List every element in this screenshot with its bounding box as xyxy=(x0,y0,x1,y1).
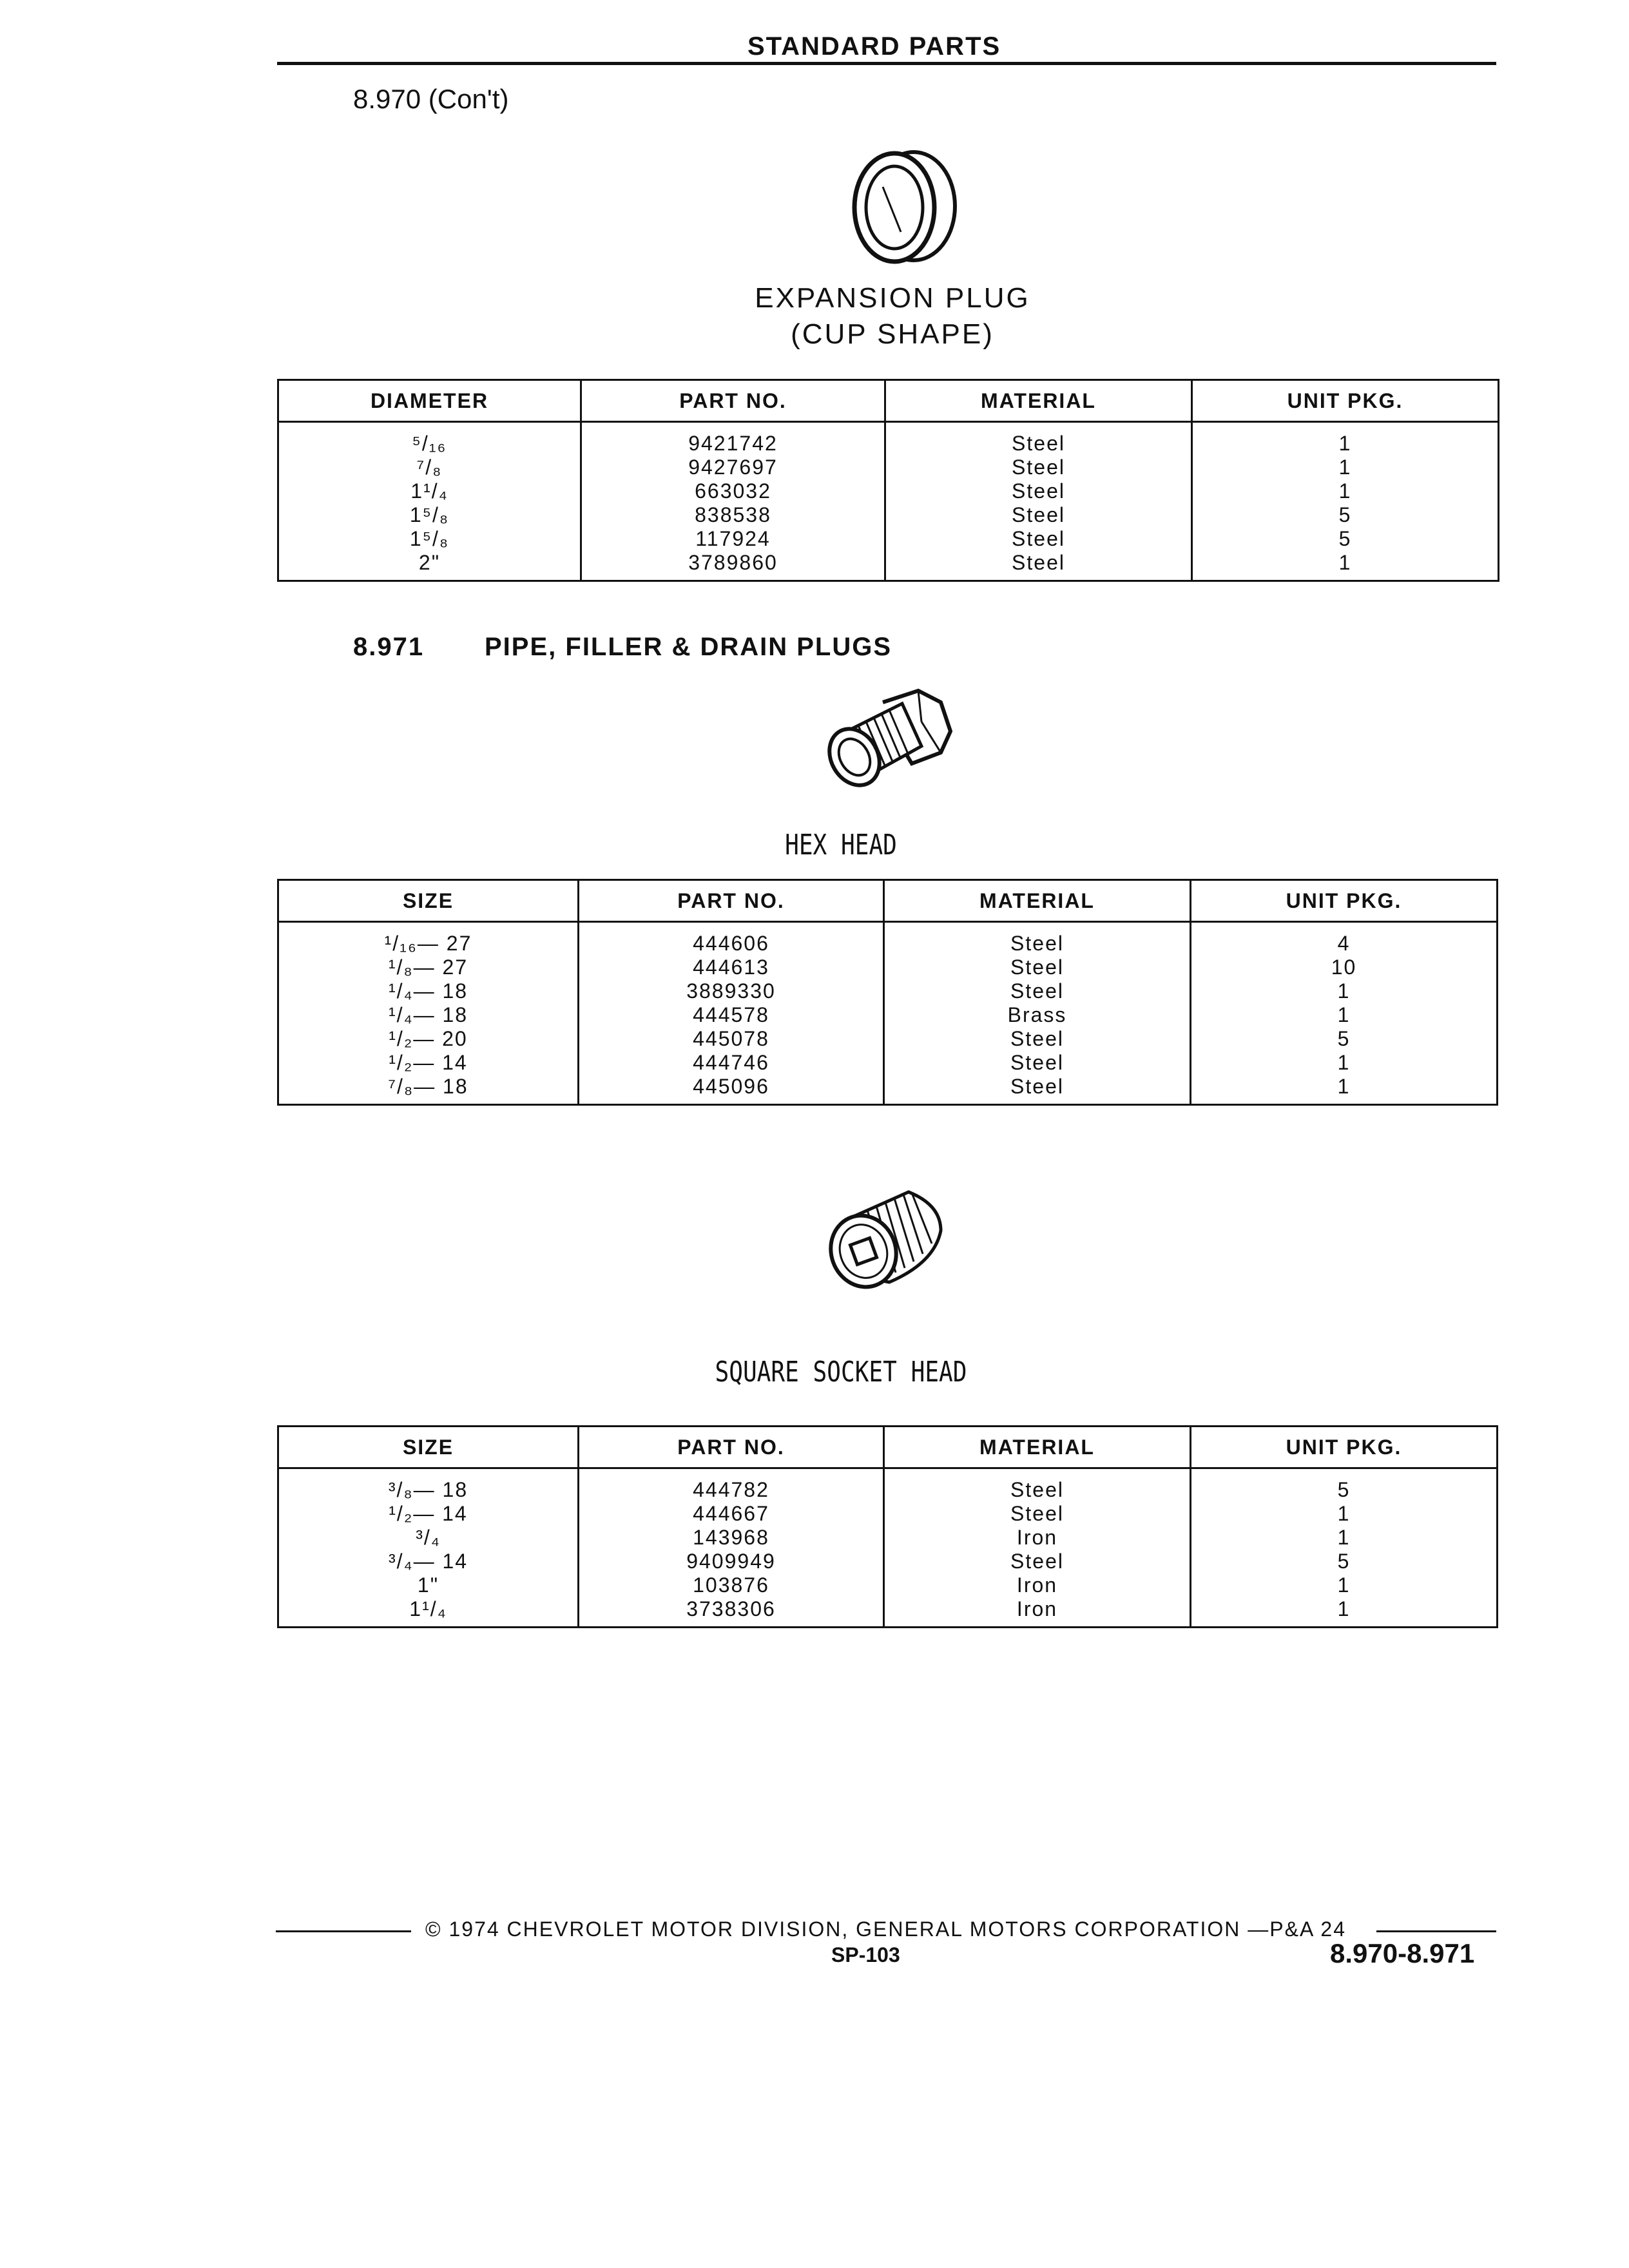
part-no-value: 444613 xyxy=(693,956,769,979)
material-value: Steel xyxy=(1010,979,1064,1003)
material-value: Steel xyxy=(1012,527,1065,550)
footer-rule-left xyxy=(276,1930,411,1932)
header-rule xyxy=(277,62,1496,65)
unit-pkg-column xyxy=(1192,422,1499,581)
diameter-value: ⁷/₈ xyxy=(416,456,443,479)
part-no-value: 103876 xyxy=(693,1573,769,1597)
expansion-caption-line1: EXPANSION PLUG xyxy=(755,282,1030,314)
size-value: ¹/₄— 18 xyxy=(388,979,468,1003)
part-no-column xyxy=(581,422,885,581)
expansion-caption-line2: (CUP SHAPE) xyxy=(791,318,994,350)
unit-pkg-value: 10 xyxy=(1331,956,1357,979)
material-value: Steel xyxy=(1010,1478,1064,1501)
part-no-value: 117924 xyxy=(695,527,771,550)
section-continued-label: 8.970 (Con't) xyxy=(353,84,509,114)
unit-pkg-value: 4 xyxy=(1337,932,1351,955)
material-value: Steel xyxy=(1012,503,1065,526)
material-value: Steel xyxy=(1010,1075,1064,1098)
material-value: Steel xyxy=(1010,1027,1064,1050)
hex-head-table xyxy=(277,879,1498,1106)
size-column xyxy=(278,922,579,1105)
footer-page-number: 8.970-8.971 xyxy=(1330,1938,1475,1968)
unit-pkg-value: 1 xyxy=(1337,1573,1351,1597)
column-header-part-no: PART NO. xyxy=(579,1427,884,1468)
unit-pkg-value: 1 xyxy=(1338,479,1352,503)
material-column xyxy=(884,922,1191,1105)
column-header-size: SIZE xyxy=(278,1427,579,1468)
column-header-unit-pkg: UNIT PKG. xyxy=(1191,880,1498,922)
size-column xyxy=(278,1468,579,1628)
unit-pkg-value: 5 xyxy=(1337,1478,1351,1501)
material-value: Steel xyxy=(1012,551,1065,574)
page-header-title: STANDARD PARTS xyxy=(747,32,1001,61)
section-number: 8.971 xyxy=(353,633,425,661)
part-no-value: 444606 xyxy=(693,932,769,955)
unit-pkg-value: 1 xyxy=(1337,1502,1351,1525)
column-header-material: MATERIAL xyxy=(884,1427,1191,1468)
square-socket-caption: SQUARE SOCKET HEAD xyxy=(715,1356,967,1389)
material-value: Iron xyxy=(1016,1526,1058,1549)
unit-pkg-column xyxy=(1191,922,1498,1105)
part-no-value: 444782 xyxy=(693,1478,769,1501)
material-value: Steel xyxy=(1010,1051,1064,1074)
unit-pkg-column xyxy=(1191,1468,1498,1628)
part-no-value: 444578 xyxy=(693,1003,769,1026)
column-header-size: SIZE xyxy=(278,880,579,922)
size-value: ¹/₂— 14 xyxy=(389,1502,468,1525)
size-value: ¹/₂— 20 xyxy=(389,1027,468,1050)
material-value: Steel xyxy=(1012,479,1065,503)
column-header-part-no: PART NO. xyxy=(581,380,885,422)
size-value: ¹/₈— 27 xyxy=(388,956,468,979)
part-no-value: 3789860 xyxy=(688,551,778,574)
unit-pkg-value: 1 xyxy=(1337,979,1351,1003)
unit-pkg-value: 1 xyxy=(1337,1075,1351,1098)
size-value: ¹/₂— 14 xyxy=(389,1051,468,1074)
part-no-value: 9421742 xyxy=(688,432,778,455)
size-value: ⁷/₈— 18 xyxy=(388,1075,468,1098)
unit-pkg-value: 5 xyxy=(1337,1027,1351,1050)
footer-copyright: © 1974 CHEVROLET MOTOR DIVISION, GENERAL MOTORS CORPORATION —P&A 24 xyxy=(425,1917,1346,1941)
unit-pkg-value: 1 xyxy=(1337,1051,1351,1074)
material-column xyxy=(885,422,1192,581)
material-column xyxy=(884,1468,1191,1628)
size-value: ³/₄— 14 xyxy=(388,1550,468,1573)
unit-pkg-value: 1 xyxy=(1338,456,1352,479)
material-value: Steel xyxy=(1010,956,1064,979)
footer-rule-right xyxy=(1376,1930,1496,1932)
material-value: Steel xyxy=(1010,932,1064,955)
section-title: PIPE, FILLER & DRAIN PLUGS xyxy=(485,633,892,661)
unit-pkg-value: 5 xyxy=(1337,1550,1351,1573)
material-value: Steel xyxy=(1012,432,1065,455)
column-header-material: MATERIAL xyxy=(884,880,1191,922)
part-no-value: 444746 xyxy=(693,1051,769,1074)
unit-pkg-value: 5 xyxy=(1338,527,1352,550)
diameter-column xyxy=(278,422,581,581)
unit-pkg-value: 1 xyxy=(1337,1526,1351,1549)
column-header-material: MATERIAL xyxy=(885,380,1192,422)
material-value: Steel xyxy=(1010,1550,1064,1573)
hex-head-caption: HEX HEAD xyxy=(785,829,897,861)
column-header-unit-pkg: UNIT PKG. xyxy=(1191,1427,1498,1468)
unit-pkg-value: 1 xyxy=(1337,1597,1351,1620)
expansion-plug-icon xyxy=(838,142,967,271)
part-no-value: 9427697 xyxy=(688,456,778,479)
part-no-value: 143968 xyxy=(693,1526,769,1549)
unit-pkg-value: 1 xyxy=(1338,551,1352,574)
expansion-plug-table xyxy=(277,379,1499,582)
part-no-value: 663032 xyxy=(695,479,771,503)
square-socket-table xyxy=(277,1425,1498,1628)
hex-head-plug-icon xyxy=(805,677,973,805)
size-value: ³/₄ xyxy=(416,1526,441,1549)
part-no-column xyxy=(579,1468,884,1628)
material-value: Iron xyxy=(1016,1597,1058,1620)
material-value: Steel xyxy=(1010,1502,1064,1525)
diameter-value: 1¹/₄ xyxy=(410,479,448,503)
part-no-value: 445096 xyxy=(693,1075,769,1098)
diameter-value: 1⁵/₈ xyxy=(409,503,450,526)
size-value: 1" xyxy=(417,1573,439,1597)
footer-sp-code: SP-103 xyxy=(831,1943,900,1966)
part-no-column xyxy=(579,922,884,1105)
material-value: Iron xyxy=(1016,1573,1058,1597)
column-header-diameter: DIAMETER xyxy=(278,380,581,422)
diameter-value: 1⁵/₈ xyxy=(409,527,450,550)
size-value: ¹/₁₆— 27 xyxy=(384,932,472,955)
square-socket-plug-icon xyxy=(812,1179,954,1302)
unit-pkg-value: 1 xyxy=(1337,1003,1351,1026)
unit-pkg-value: 1 xyxy=(1338,432,1352,455)
column-header-unit-pkg: UNIT PKG. xyxy=(1192,380,1499,422)
part-no-value: 445078 xyxy=(693,1027,769,1050)
material-value: Brass xyxy=(1007,1003,1067,1026)
size-value: 1¹/₄ xyxy=(409,1597,447,1620)
part-no-value: 3889330 xyxy=(686,979,776,1003)
size-value: ¹/₄— 18 xyxy=(388,1003,468,1026)
part-no-value: 838538 xyxy=(695,503,771,526)
unit-pkg-value: 5 xyxy=(1338,503,1352,526)
column-header-part-no: PART NO. xyxy=(579,880,884,922)
diameter-value: ⁵/₁₆ xyxy=(412,432,447,455)
size-value: ³/₈— 18 xyxy=(388,1478,468,1501)
diameter-value: 2" xyxy=(418,551,441,574)
part-no-value: 444667 xyxy=(693,1502,769,1525)
part-no-value: 3738306 xyxy=(686,1597,776,1620)
material-value: Steel xyxy=(1012,456,1065,479)
part-no-value: 9409949 xyxy=(686,1550,776,1573)
